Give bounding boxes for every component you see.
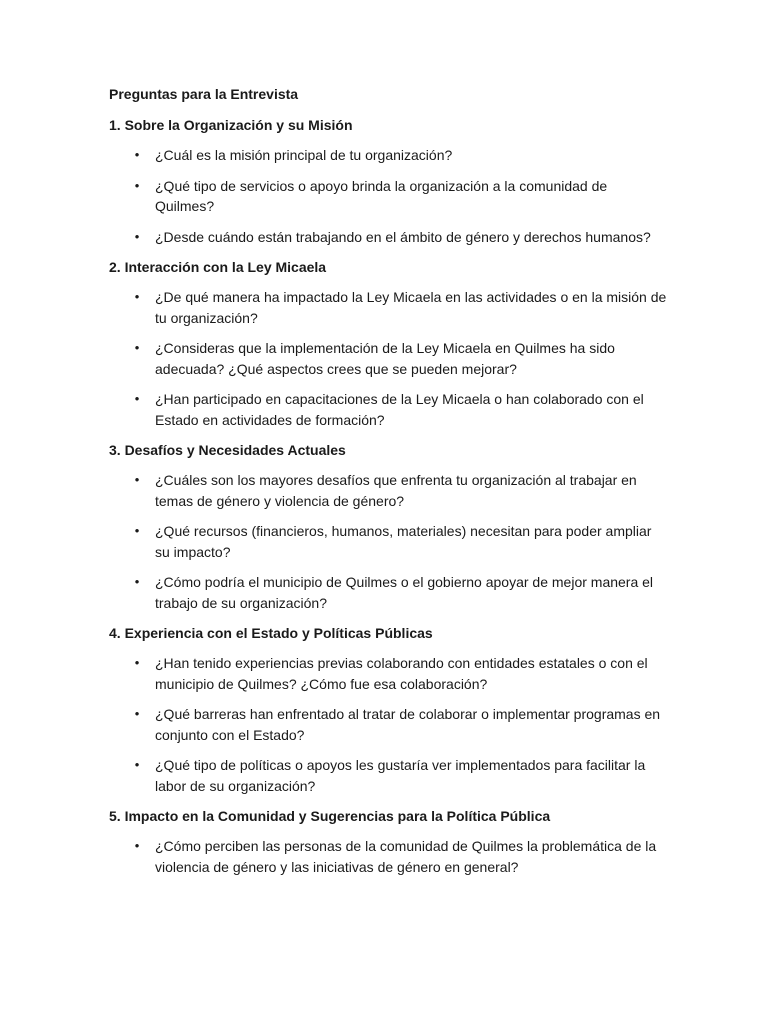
section-heading: 4. Experiencia con el Estado y Políticas Públicas: [109, 625, 433, 641]
bullet-icon: •: [134, 523, 140, 538]
question-item: [109, 287, 669, 328]
bullet-icon: •: [134, 757, 140, 772]
question-list: [109, 145, 669, 247]
section-1: [109, 115, 669, 247]
section-heading: 1. Sobre la Organización y su Misión: [109, 117, 353, 133]
bullet-icon: •: [134, 177, 140, 193]
question-item: [109, 470, 669, 511]
question-item: [109, 227, 669, 248]
question-item: [109, 836, 669, 877]
question-item: [109, 521, 669, 562]
document-page: [109, 84, 669, 887]
question-item: [109, 176, 669, 217]
question-text: ¿Qué recursos (financieros, humanos, materiales) necesitan para poder ampliar su impacto?: [155, 523, 652, 560]
bullet-icon: •: [134, 655, 140, 670]
bullet-icon: •: [134, 472, 140, 487]
section-heading: 3. Desafíos y Necesidades Actuales: [109, 442, 346, 458]
question-list: [109, 287, 669, 430]
question-item: [109, 338, 669, 379]
section-4: [109, 623, 669, 796]
question-item: [109, 704, 669, 745]
question-text: ¿Cómo podría el municipio de Quilmes o el gobierno apoyar de mejor manera el trabajo de su organización?: [155, 574, 654, 611]
bullet-icon: •: [134, 391, 140, 406]
bullet-icon: •: [134, 574, 140, 589]
bullet-icon: •: [134, 706, 140, 721]
question-text: ¿Cuál es la misión principal de tu organización?: [155, 147, 453, 163]
section-2: [109, 257, 669, 430]
question-item: [109, 755, 669, 796]
question-text: ¿De qué manera ha impactado la Ley Micaela en las actividades o en la misión de tu organización?: [155, 289, 667, 326]
bullet-icon: •: [134, 838, 140, 853]
bullet-icon: •: [134, 340, 140, 355]
question-text: ¿Qué tipo de políticas o apoyos les gustaría ver implementados para facilitar la labor de su organización?: [155, 757, 646, 794]
document-title: Preguntas para la Entrevista: [109, 86, 299, 102]
question-text: ¿Cuáles son los mayores desafíos que enfrenta tu organización al trabajar en temas de género y violencia de género?: [155, 472, 637, 509]
question-item: [109, 572, 669, 613]
question-item: [109, 145, 669, 166]
section-heading: 5. Impacto en la Comunidad y Sugerencias para la Política Pública: [109, 808, 551, 824]
section-3: [109, 440, 669, 613]
question-text: ¿Han tenido experiencias previas colaborando con entidades estatales o con el municipio de Quilmes? ¿Cómo fue esa colaboración?: [155, 655, 648, 692]
question-text: ¿Han participado en capacitaciones de la Ley Micaela o han colaborado con el Estado en actividades de formación?: [155, 391, 644, 428]
question-text: ¿Qué barreras han enfrentado al tratar de colaborar o implementar programas en conjunto con el Estado?: [155, 706, 661, 743]
question-list: [109, 836, 669, 877]
bullet-icon: •: [134, 228, 140, 244]
question-text: ¿Consideras que la implementación de la Ley Micaela en Quilmes ha sido adecuada? ¿Qué aspectos crees que se pueden mejorar?: [155, 340, 615, 377]
section-heading: 2. Interacción con la Ley Micaela: [109, 259, 327, 275]
question-item: [109, 389, 669, 430]
question-text: ¿Qué tipo de servicios o apoyo brinda la organización a la comunidad de Quilmes?: [155, 177, 608, 214]
bullet-icon: •: [134, 289, 140, 304]
question-list: [109, 470, 669, 613]
question-text: ¿Cómo perciben las personas de la comunidad de Quilmes la problemática de la violencia de género y las iniciativas de género en general?: [155, 838, 657, 875]
section-5: [109, 806, 669, 877]
question-item: [109, 653, 669, 694]
question-text: ¿Desde cuándo están trabajando en el ámbito de género y derechos humanos?: [155, 228, 651, 245]
question-list: [109, 653, 669, 796]
bullet-icon: •: [134, 147, 140, 162]
